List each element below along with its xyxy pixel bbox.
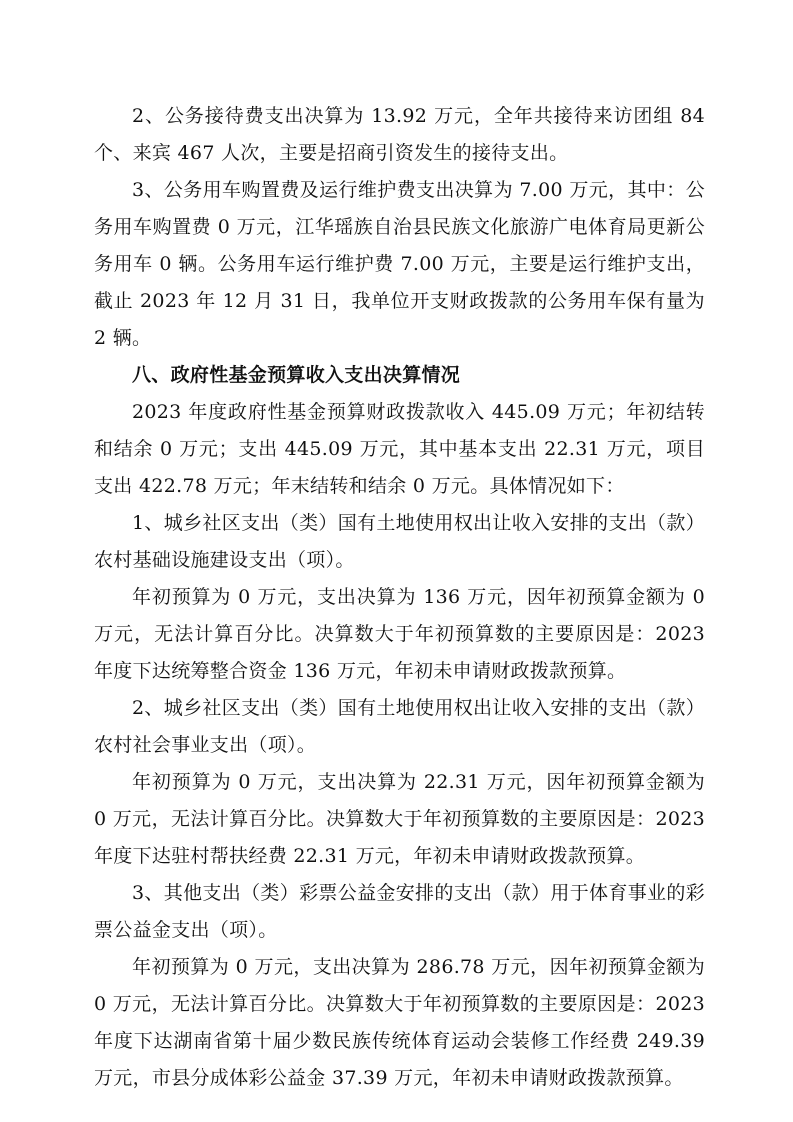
paragraph-item-2-detail: 年初预算为 0 万元，支出决算为 22.31 万元，因年初预算金额为 0 万元，无法计算百分比。决算数大于年初预算数的主要原因是：2023 年度下达驻村帮扶经费 22.31 万元，年初未申请财政拨款预算。 [94,771,705,867]
paragraph-item-2-title: 2、城乡社区支出（类）国有土地使用权出让收入安排的支出（款）农村社会事业支出（项）。 [94,697,705,756]
paragraph-item-3-title: 3、其他支出（类）彩票公益金安排的支出（款）用于体育事业的彩票公益金支出（项）。 [94,882,705,941]
section-heading-government-fund: 八、政府性基金预算收入支出决算情况 [132,364,461,386]
paragraph-item-1-title: 1、城乡社区支出（类）国有土地使用权出让收入安排的支出（款）农村基础设施建设支出（项）。 [94,512,705,571]
paragraph-item-3-detail: 年初预算为 0 万元，支出决算为 286.78 万元，因年初预算金额为 0 万元，无法计算百分比。决算数大于年初预算数的主要原因是：2023 年度下达湖南省第十届少数民族传统体育运动会装修工作经费 249.39 万元，市县分成体彩公益金 37.39 万元，年初未申请财政拨款预算。 [94,956,705,1089]
document-body [94,98,705,1097]
paragraph-reception-expense: 2、公务接待费支出决算为 13.92 万元，全年共接待来访团组 84 个、来宾 467 人次，主要是招商引资发生的接待支出。 [94,105,705,164]
paragraph-item-1-detail: 年初预算为 0 万元，支出决算为 136 万元，因年初预算金额为 0 万元，无法计算百分比。决算数大于年初预算数的主要原因是：2023 年度下达统筹整合资金 136 万元，年初未申请财政拨款预算。 [94,586,705,682]
paragraph-vehicle-expense: 3、公务用车购置费及运行维护费支出决算为 7.00 万元，其中：公务用车购置费 0 万元，江华瑶族自治县民族文化旅游广电体育局更新公务用车 0 辆。公务用车运行维护费 7.00 万元，主要是运行维护支出，截止 2023 年 12 月 31 日，我单位开支财政拨款的公务用车保有量为 2 辆。 [94,179,705,349]
paragraph-fund-summary: 2023 年度政府性基金预算财政拨款收入 445.09 万元；年初结转和结余 0 万元；支出 445.09 万元，其中基本支出 22.31 万元，项目支出 422.78 万元；年末结转和结余 0 万元。具体情况如下： [94,401,705,497]
